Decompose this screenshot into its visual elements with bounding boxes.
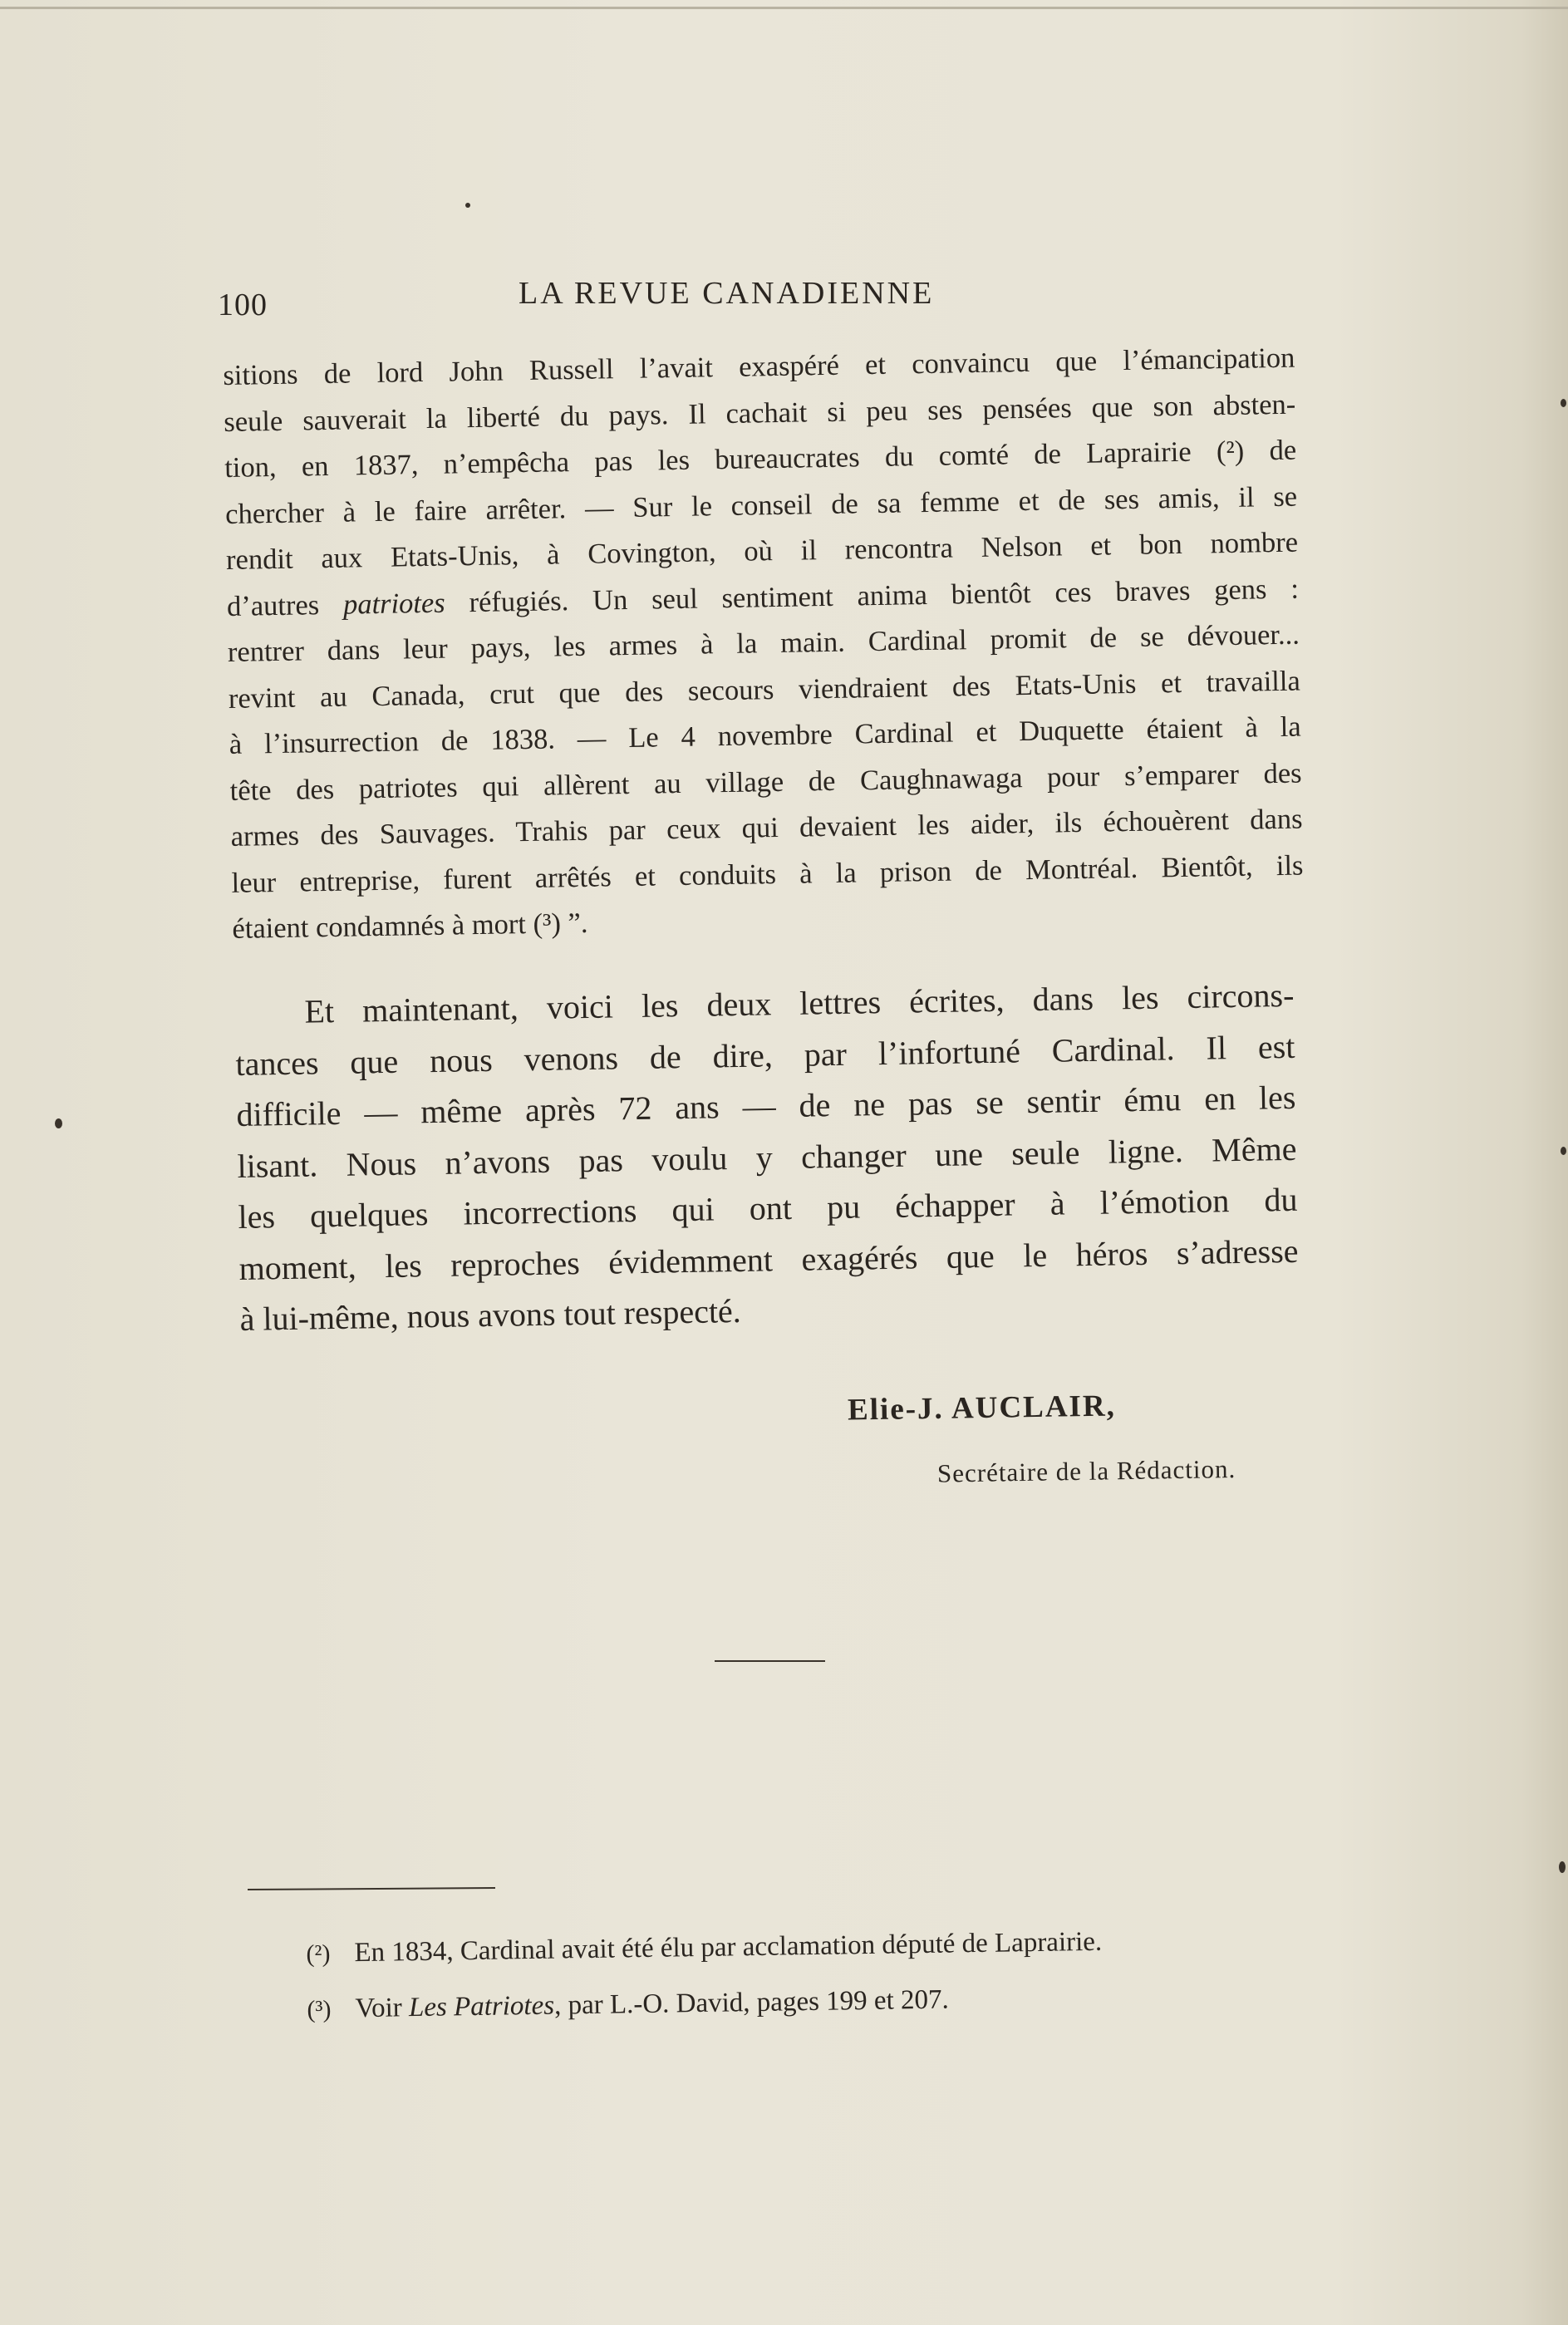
page-top-edge [0, 7, 1568, 9]
section-divider [715, 1660, 825, 1662]
main-paragraph [234, 970, 1300, 1345]
quote-line: tête des patriotes qui allèrent au village de Caughnawaga pour s’emparer des [229, 757, 1302, 807]
paragraph-line: moment, les reproches évidemment exagérés que le héros s’adresse [238, 1231, 1299, 1287]
quote-line: sitions de lord John Russell l’avait exaspéré et convaincu que l’émancipation [223, 342, 1295, 391]
paragraph-line: difficile — même après 72 ans — de ne pas se sentir ému en les [236, 1078, 1296, 1133]
author-signature: Elie-J. AUCLAIR, [847, 1389, 1117, 1428]
author-role: Secrétaire de la Rédaction. [936, 1453, 1236, 1488]
journal-title: LA REVUE CANADIENNE [519, 276, 935, 311]
paragraph-line: les quelques incorrections qui ont pu échapper à l’émotion du [238, 1180, 1298, 1236]
quote-line: armes des Sauvages. Trahis par ceux qui devaient les aider, ils échouèrent dans [230, 803, 1303, 853]
paragraph-line: lisant. Nous n’avons pas voulu y changer une seule ligne. Même [237, 1129, 1297, 1185]
quote-line: leur entreprise, furent arrêtés et conduits à la prison de Montréal. Bientôt, ils [231, 849, 1304, 899]
quote-line: chercher à le faire arrêter. — Sur le conseil de sa femme et de ses amis, il se [224, 480, 1298, 530]
quote-line: étaient condamnés à mort (³) ”. [232, 907, 588, 945]
quote-line: revint au Canada, crut que des secours viendraient des Etats-Unis et travailla [228, 665, 1301, 715]
quote-line: tion, en 1837, n’empêcha pas les bureaucrates du comté de Laprairie (²) de [224, 434, 1297, 484]
quote-line: rendit aux Etats-Unis, à Covington, où il rencontra Nelson et bon nombre [225, 526, 1299, 576]
footnote-text [355, 1985, 949, 2024]
quote-line: à l’insurrection de 1838. — Le 4 novembre Cardinal et Duquette étaient à la [229, 710, 1301, 760]
ink-speck [1561, 399, 1566, 407]
paragraph-line: Et maintenant, voici les deux lettres écrites, dans les circons- [304, 976, 1295, 1030]
text-run: d’autres [226, 588, 344, 622]
paragraph-line: à lui-même, nous avons tout respecté. [239, 1291, 742, 1338]
quote-line: seule sauverait la liberté du pays. Il cachait si peu ses pensées que son absten- [224, 388, 1296, 438]
paragraph-line: tances que nous venons de dire, par l’infortuné Cardinal. Il est [235, 1027, 1295, 1083]
page-number: 100 [218, 288, 268, 322]
ink-speck [55, 1118, 62, 1128]
italic-title: patriotes [342, 587, 445, 621]
text-run: , par L.-O. David, pages 199 et 207. [553, 1984, 949, 2021]
italic-title: Les Patriotes [408, 1990, 555, 2023]
ink-speck [1559, 1861, 1566, 1873]
quoted-paragraph [223, 336, 1305, 953]
footnote-marker: (³) [307, 1995, 332, 2023]
footnote-marker: (²) [306, 1939, 331, 1968]
ink-speck [1561, 1147, 1566, 1155]
quote-line: rentrer dans leur pays, les armes à la main. Cardinal promit de se dévouer... [227, 618, 1300, 668]
footnote-text [354, 1927, 1102, 1968]
footnote-separator [248, 1887, 495, 1890]
text-run: réfugiés. Un seul sentiment anima bientôt ces braves gens : [445, 573, 1300, 619]
ink-speck [465, 203, 470, 208]
footnotes [306, 1910, 1354, 2037]
text-run: En 1834, Cardinal avait été élu par acclamation député de Laprairie. [354, 1926, 1103, 1969]
text-run: Voir [355, 1993, 410, 2024]
running-head [218, 270, 1049, 320]
